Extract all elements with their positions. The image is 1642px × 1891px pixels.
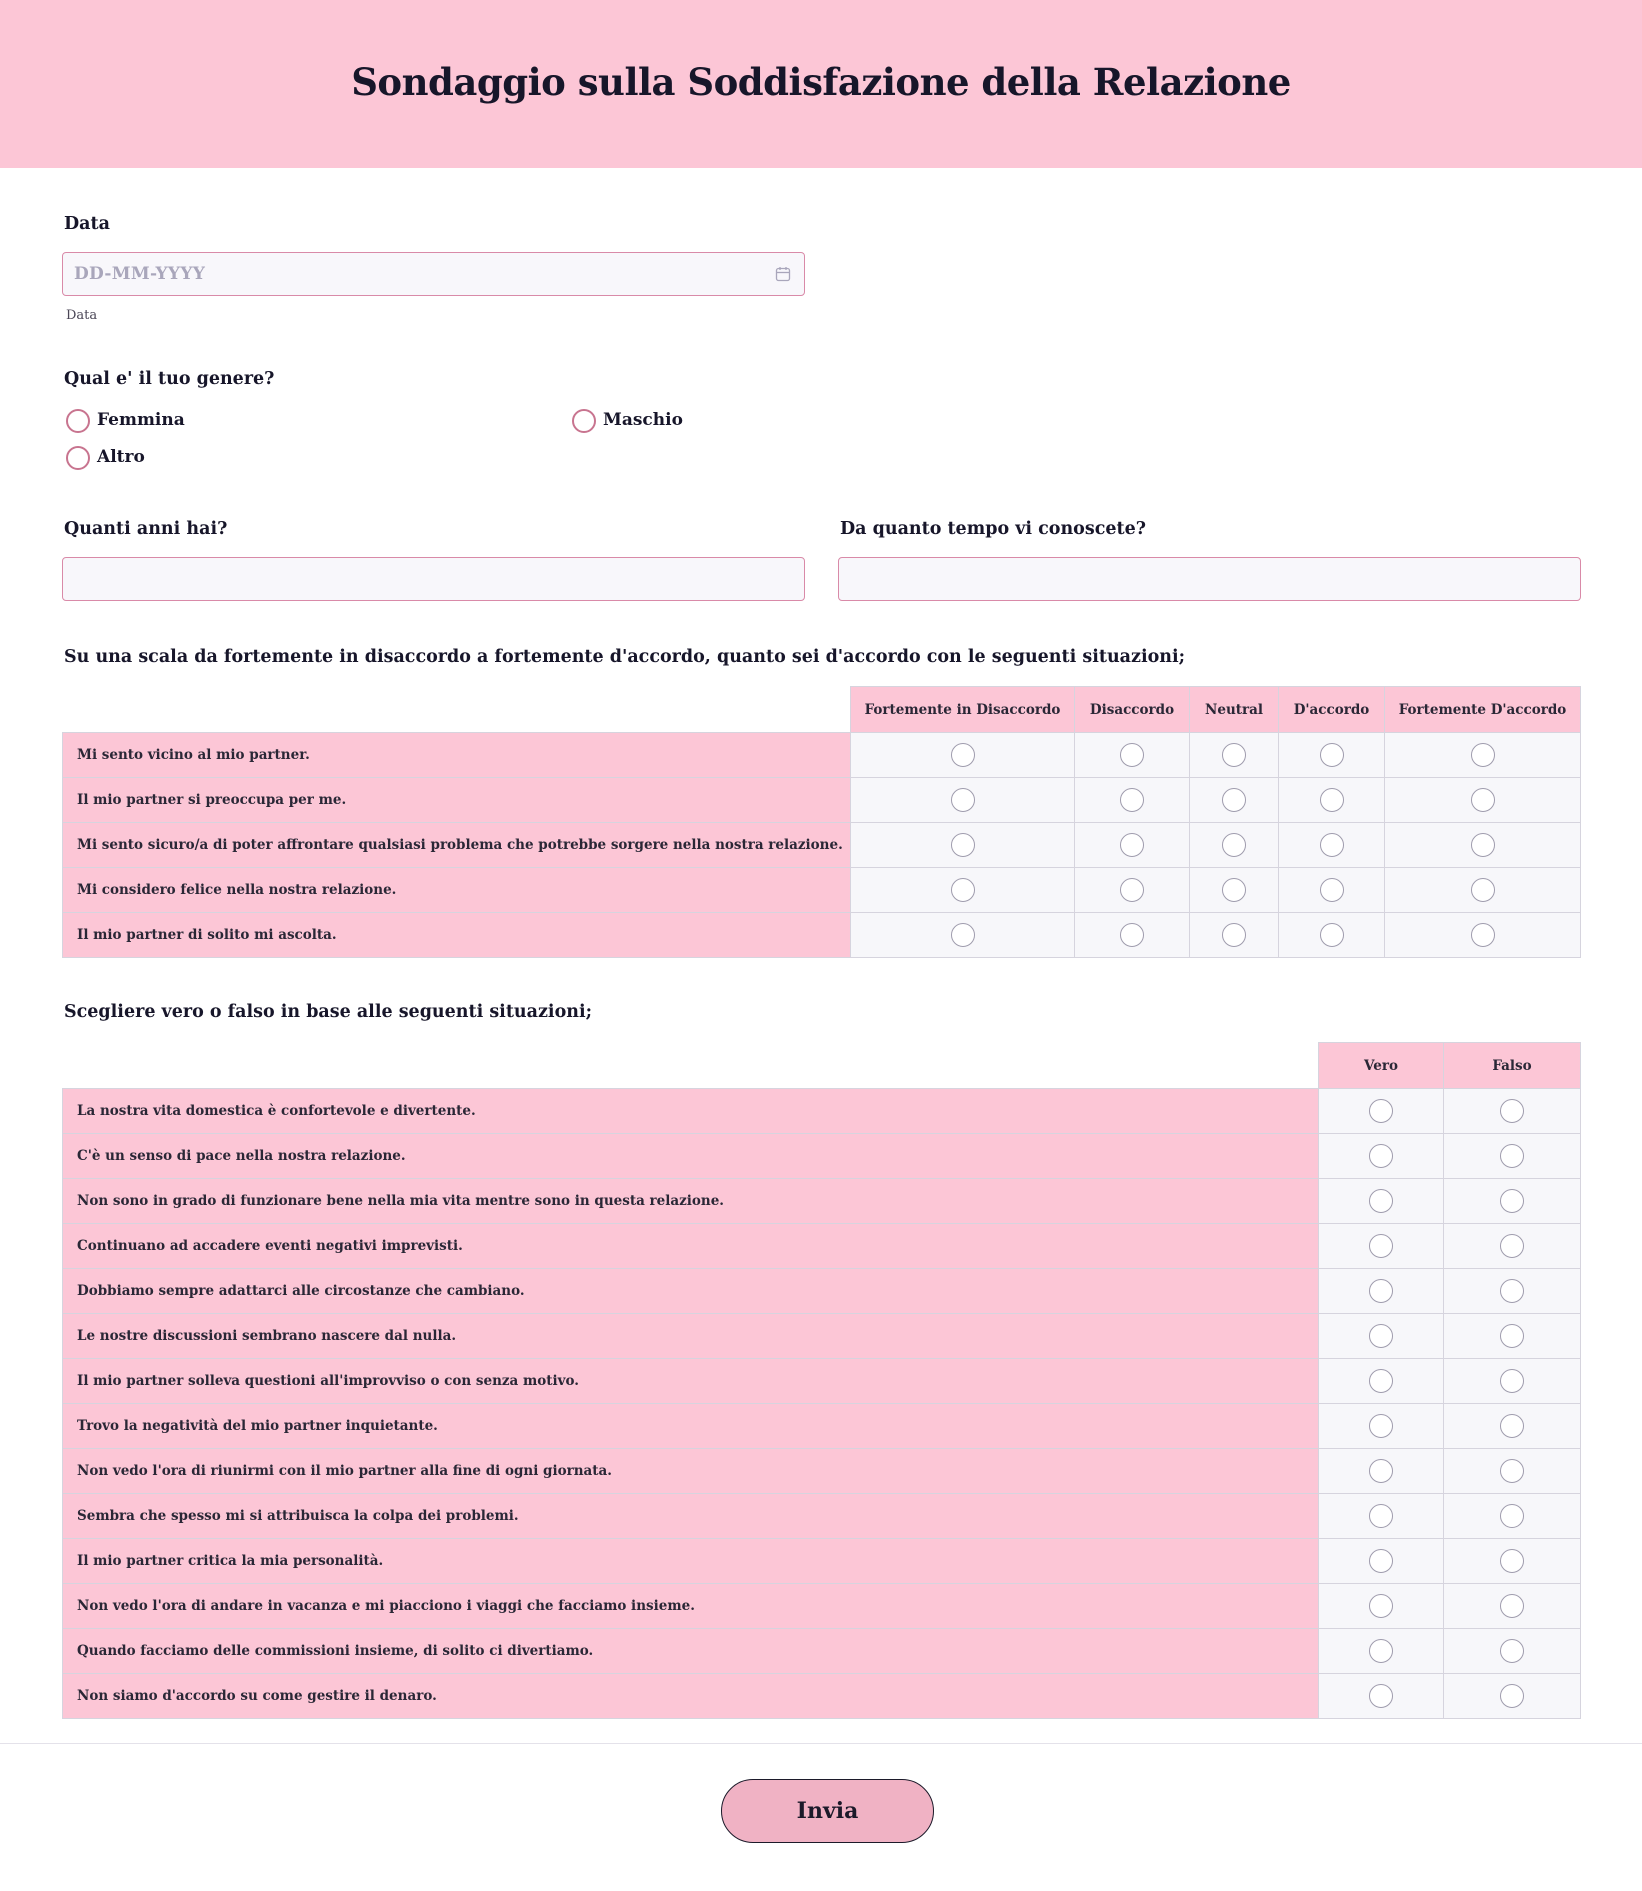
- date-label: Data: [64, 214, 110, 234]
- header-corner: [63, 1043, 1319, 1089]
- row-label: Le nostre discussioni sembrano nascere dal nulla.: [63, 1314, 1319, 1359]
- matrix-radio[interactable]: [1120, 743, 1144, 767]
- column-header: Fortemente in Disaccordo: [851, 687, 1075, 733]
- matrix-cell: [1319, 1179, 1444, 1224]
- matrix-cell: [1075, 778, 1190, 823]
- matrix-radio[interactable]: [951, 788, 975, 812]
- column-header: Falso: [1444, 1043, 1581, 1089]
- matrix-radio[interactable]: [1500, 1189, 1524, 1213]
- page-title: Sondaggio sulla Soddisfazione della Relazione: [351, 59, 1291, 104]
- matrix-cell: [1444, 1224, 1581, 1269]
- matrix-cell: [851, 868, 1075, 913]
- row-label: Mi considero felice nella nostra relazione.: [63, 868, 851, 913]
- row-label: Non vedo l'ora di riunirmi con il mio partner alla fine di ogni giornata.: [63, 1449, 1319, 1494]
- date-field[interactable]: [62, 252, 805, 296]
- matrix-cell: [1319, 1404, 1444, 1449]
- matrix-row: [63, 868, 1581, 913]
- matrix-cell: [1444, 1404, 1581, 1449]
- column-header: Vero: [1319, 1043, 1444, 1089]
- matrix-cell: [851, 778, 1075, 823]
- row-label: Il mio partner critica la mia personalità.: [63, 1539, 1319, 1584]
- matrix-cell: [1279, 868, 1385, 913]
- matrix-radio[interactable]: [1500, 1684, 1524, 1708]
- matrix-cell: [1279, 823, 1385, 868]
- matrix-radio[interactable]: [951, 743, 975, 767]
- matrix-radio[interactable]: [1500, 1639, 1524, 1663]
- matrix-cell: [1075, 733, 1190, 778]
- row-label: Non vedo l'ora di andare in vacanza e mi piacciono i viaggi che facciamo insieme.: [63, 1584, 1319, 1629]
- row-label: Il mio partner si preoccupa per me.: [63, 778, 851, 823]
- date-sublabel: Data: [66, 308, 98, 323]
- matrix-cell: [1319, 1359, 1444, 1404]
- matrix-radio[interactable]: [1120, 788, 1144, 812]
- radio-button[interactable]: [66, 446, 90, 470]
- matrix-radio[interactable]: [1320, 833, 1344, 857]
- matrix-radio[interactable]: [1500, 1279, 1524, 1303]
- age-label: Quanti anni hai?: [64, 519, 228, 539]
- calendar-icon[interactable]: [775, 266, 791, 282]
- matrix-cell: [1385, 778, 1581, 823]
- matrix-cell: [1444, 1494, 1581, 1539]
- matrix-cell: [1319, 1314, 1444, 1359]
- column-header: Neutral: [1190, 687, 1279, 733]
- matrix-row: [63, 823, 1581, 868]
- matrix-row: [63, 1089, 1581, 1134]
- matrix-cell: [1319, 1584, 1444, 1629]
- matrix-cell: [1319, 1674, 1444, 1719]
- matrix-radio[interactable]: [1471, 788, 1495, 812]
- matrix-radio[interactable]: [1500, 1234, 1524, 1258]
- matrix-cell: [1319, 1224, 1444, 1269]
- matrix-cell: [1190, 913, 1279, 958]
- matrix-radio[interactable]: [1500, 1414, 1524, 1438]
- matrix-header-row: [63, 1043, 1581, 1089]
- matrix-header-row: [63, 687, 1581, 733]
- matrix-radio[interactable]: [1369, 1324, 1393, 1348]
- matrix-radio[interactable]: [1500, 1504, 1524, 1528]
- matrix-radio[interactable]: [1320, 788, 1344, 812]
- matrix-cell: [851, 913, 1075, 958]
- matrix-radio[interactable]: [1369, 1504, 1393, 1528]
- matrix-radio[interactable]: [1320, 923, 1344, 947]
- matrix-radio[interactable]: [1320, 743, 1344, 767]
- matrix-cell: [1319, 1539, 1444, 1584]
- gender-option-maschio[interactable]: [572, 409, 683, 433]
- matrix-cell: [1190, 778, 1279, 823]
- matrix-radio[interactable]: [951, 878, 975, 902]
- matrix-radio[interactable]: [1120, 923, 1144, 947]
- matrix-cell: [1444, 1674, 1581, 1719]
- matrix-radio[interactable]: [1369, 1279, 1393, 1303]
- matrix-radio[interactable]: [1222, 788, 1246, 812]
- matrix-radio[interactable]: [1369, 1684, 1393, 1708]
- matrix-cell: [1190, 868, 1279, 913]
- matrix-radio[interactable]: [1471, 923, 1495, 947]
- row-label: Trovo la negatività del mio partner inquietante.: [63, 1404, 1319, 1449]
- matrix-row: [63, 1224, 1581, 1269]
- matrix-cell: [1279, 733, 1385, 778]
- date-placeholder: DD-MM-YYYY: [74, 264, 206, 284]
- agreement-question: Su una scala da fortemente in disaccordo a fortemente d'accordo, quanto sei d'accordo con le seguenti situazioni;: [64, 647, 1186, 667]
- matrix-cell: [1444, 1269, 1581, 1314]
- row-label: Mi sento sicuro/a di poter affrontare qualsiasi problema che potrebbe sorgere nella nostra relazione.: [63, 823, 851, 868]
- matrix-cell: [1190, 823, 1279, 868]
- matrix-cell: [1444, 1314, 1581, 1359]
- matrix-radio[interactable]: [1369, 1639, 1393, 1663]
- agreement-matrix: [62, 686, 1581, 958]
- matrix-cell: [1385, 868, 1581, 913]
- matrix-radio[interactable]: [1369, 1234, 1393, 1258]
- matrix-row: [63, 1539, 1581, 1584]
- column-header: Disaccordo: [1075, 687, 1190, 733]
- matrix-radio[interactable]: [1369, 1144, 1393, 1168]
- matrix-cell: [1444, 1584, 1581, 1629]
- matrix-row: [63, 1179, 1581, 1224]
- matrix-radio[interactable]: [1500, 1549, 1524, 1573]
- matrix-row: [63, 1629, 1581, 1674]
- matrix-radio[interactable]: [951, 833, 975, 857]
- matrix-radio[interactable]: [1369, 1099, 1393, 1123]
- option-label: Altro: [97, 446, 145, 467]
- matrix-row: [63, 1134, 1581, 1179]
- matrix-radio[interactable]: [1500, 1459, 1524, 1483]
- matrix-radio[interactable]: [1222, 833, 1246, 857]
- matrix-radio[interactable]: [1500, 1369, 1524, 1393]
- row-label: Continuano ad accadere eventi negativi imprevisti.: [63, 1224, 1319, 1269]
- matrix-radio[interactable]: [1222, 923, 1246, 947]
- matrix-radio[interactable]: [1120, 833, 1144, 857]
- matrix-cell: [1444, 1089, 1581, 1134]
- matrix-row: [63, 1269, 1581, 1314]
- matrix-row: [63, 1314, 1581, 1359]
- matrix-radio[interactable]: [951, 923, 975, 947]
- row-label: Il mio partner solleva questioni all'improvviso o con senza motivo.: [63, 1359, 1319, 1404]
- matrix-cell: [1319, 1449, 1444, 1494]
- column-header: Fortemente D'accordo: [1385, 687, 1581, 733]
- matrix-radio[interactable]: [1471, 878, 1495, 902]
- matrix-radio[interactable]: [1471, 743, 1495, 767]
- matrix-row: [63, 1449, 1581, 1494]
- row-label: Sembra che spesso mi si attribuisca la colpa dei problemi.: [63, 1494, 1319, 1539]
- matrix-row: [63, 1404, 1581, 1449]
- matrix-cell: [1444, 1179, 1581, 1224]
- matrix-cell: [1279, 913, 1385, 958]
- matrix-row: [63, 1584, 1581, 1629]
- matrix-radio[interactable]: [1120, 878, 1144, 902]
- matrix-radio[interactable]: [1500, 1324, 1524, 1348]
- footer-divider: [0, 1743, 1642, 1744]
- matrix-row: [63, 1674, 1581, 1719]
- radio-button[interactable]: [572, 409, 596, 433]
- row-label: Non sono in grado di funzionare bene nella mia vita mentre sono in questa relazione.: [63, 1179, 1319, 1224]
- matrix-row: [63, 1494, 1581, 1539]
- row-label: Quando facciamo delle commissioni insieme, di solito ci divertiamo.: [63, 1629, 1319, 1674]
- matrix-cell: [851, 823, 1075, 868]
- matrix-radio[interactable]: [1222, 878, 1246, 902]
- matrix-row: [63, 1359, 1581, 1404]
- submit-button[interactable]: Invia: [721, 1779, 934, 1843]
- matrix-cell: [1385, 823, 1581, 868]
- matrix-cell: [1319, 1629, 1444, 1674]
- age-input[interactable]: [62, 557, 805, 601]
- row-label: Dobbiamo sempre adattarci alle circostanze che cambiano.: [63, 1269, 1319, 1314]
- matrix-radio[interactable]: [1369, 1594, 1393, 1618]
- matrix-cell: [1190, 733, 1279, 778]
- matrix-row: [63, 913, 1581, 958]
- matrix-radio[interactable]: [1320, 878, 1344, 902]
- matrix-cell: [1279, 778, 1385, 823]
- truefalse-question: Scegliere vero o falso in base alle seguenti situazioni;: [64, 1002, 593, 1022]
- gender-label: Qual e' il tuo genere?: [64, 369, 275, 389]
- duration-label: Da quanto tempo vi conoscete?: [840, 519, 1146, 539]
- matrix-cell: [1075, 868, 1190, 913]
- matrix-cell: [1444, 1539, 1581, 1584]
- row-label: Non siamo d'accordo su come gestire il denaro.: [63, 1674, 1319, 1719]
- option-label: Maschio: [603, 409, 683, 430]
- matrix-cell: [1385, 913, 1581, 958]
- column-header: D'accordo: [1279, 687, 1385, 733]
- matrix-radio[interactable]: [1500, 1099, 1524, 1123]
- form-header: [0, 0, 1642, 168]
- gender-option-femmina[interactable]: [66, 409, 185, 433]
- option-label: Femmina: [97, 409, 185, 430]
- matrix-cell: [851, 733, 1075, 778]
- radio-button[interactable]: [66, 409, 90, 433]
- row-label: Il mio partner di solito mi ascolta.: [63, 913, 851, 958]
- truefalse-matrix: [62, 1042, 1581, 1719]
- matrix-radio[interactable]: [1369, 1549, 1393, 1573]
- gender-option-altro[interactable]: [66, 446, 145, 470]
- matrix-cell: [1319, 1089, 1444, 1134]
- duration-input[interactable]: [838, 557, 1581, 601]
- matrix-cell: [1319, 1269, 1444, 1314]
- matrix-radio[interactable]: [1369, 1459, 1393, 1483]
- matrix-radio[interactable]: [1471, 833, 1495, 857]
- matrix-cell: [1319, 1134, 1444, 1179]
- matrix-cell: [1385, 733, 1581, 778]
- matrix-cell: [1444, 1134, 1581, 1179]
- matrix-row: [63, 778, 1581, 823]
- matrix-radio[interactable]: [1369, 1189, 1393, 1213]
- header-corner: [63, 687, 851, 733]
- matrix-radio[interactable]: [1500, 1144, 1524, 1168]
- matrix-cell: [1075, 823, 1190, 868]
- matrix-radio[interactable]: [1369, 1369, 1393, 1393]
- matrix-row: [63, 733, 1581, 778]
- matrix-radio[interactable]: [1500, 1594, 1524, 1618]
- matrix-cell: [1444, 1629, 1581, 1674]
- matrix-cell: [1319, 1494, 1444, 1539]
- row-label: La nostra vita domestica è confortevole e divertente.: [63, 1089, 1319, 1134]
- matrix-cell: [1444, 1449, 1581, 1494]
- matrix-radio[interactable]: [1222, 743, 1246, 767]
- matrix-radio[interactable]: [1369, 1414, 1393, 1438]
- matrix-cell: [1444, 1359, 1581, 1404]
- row-label: Mi sento vicino al mio partner.: [63, 733, 851, 778]
- row-label: C'è un senso di pace nella nostra relazione.: [63, 1134, 1319, 1179]
- matrix-cell: [1075, 913, 1190, 958]
